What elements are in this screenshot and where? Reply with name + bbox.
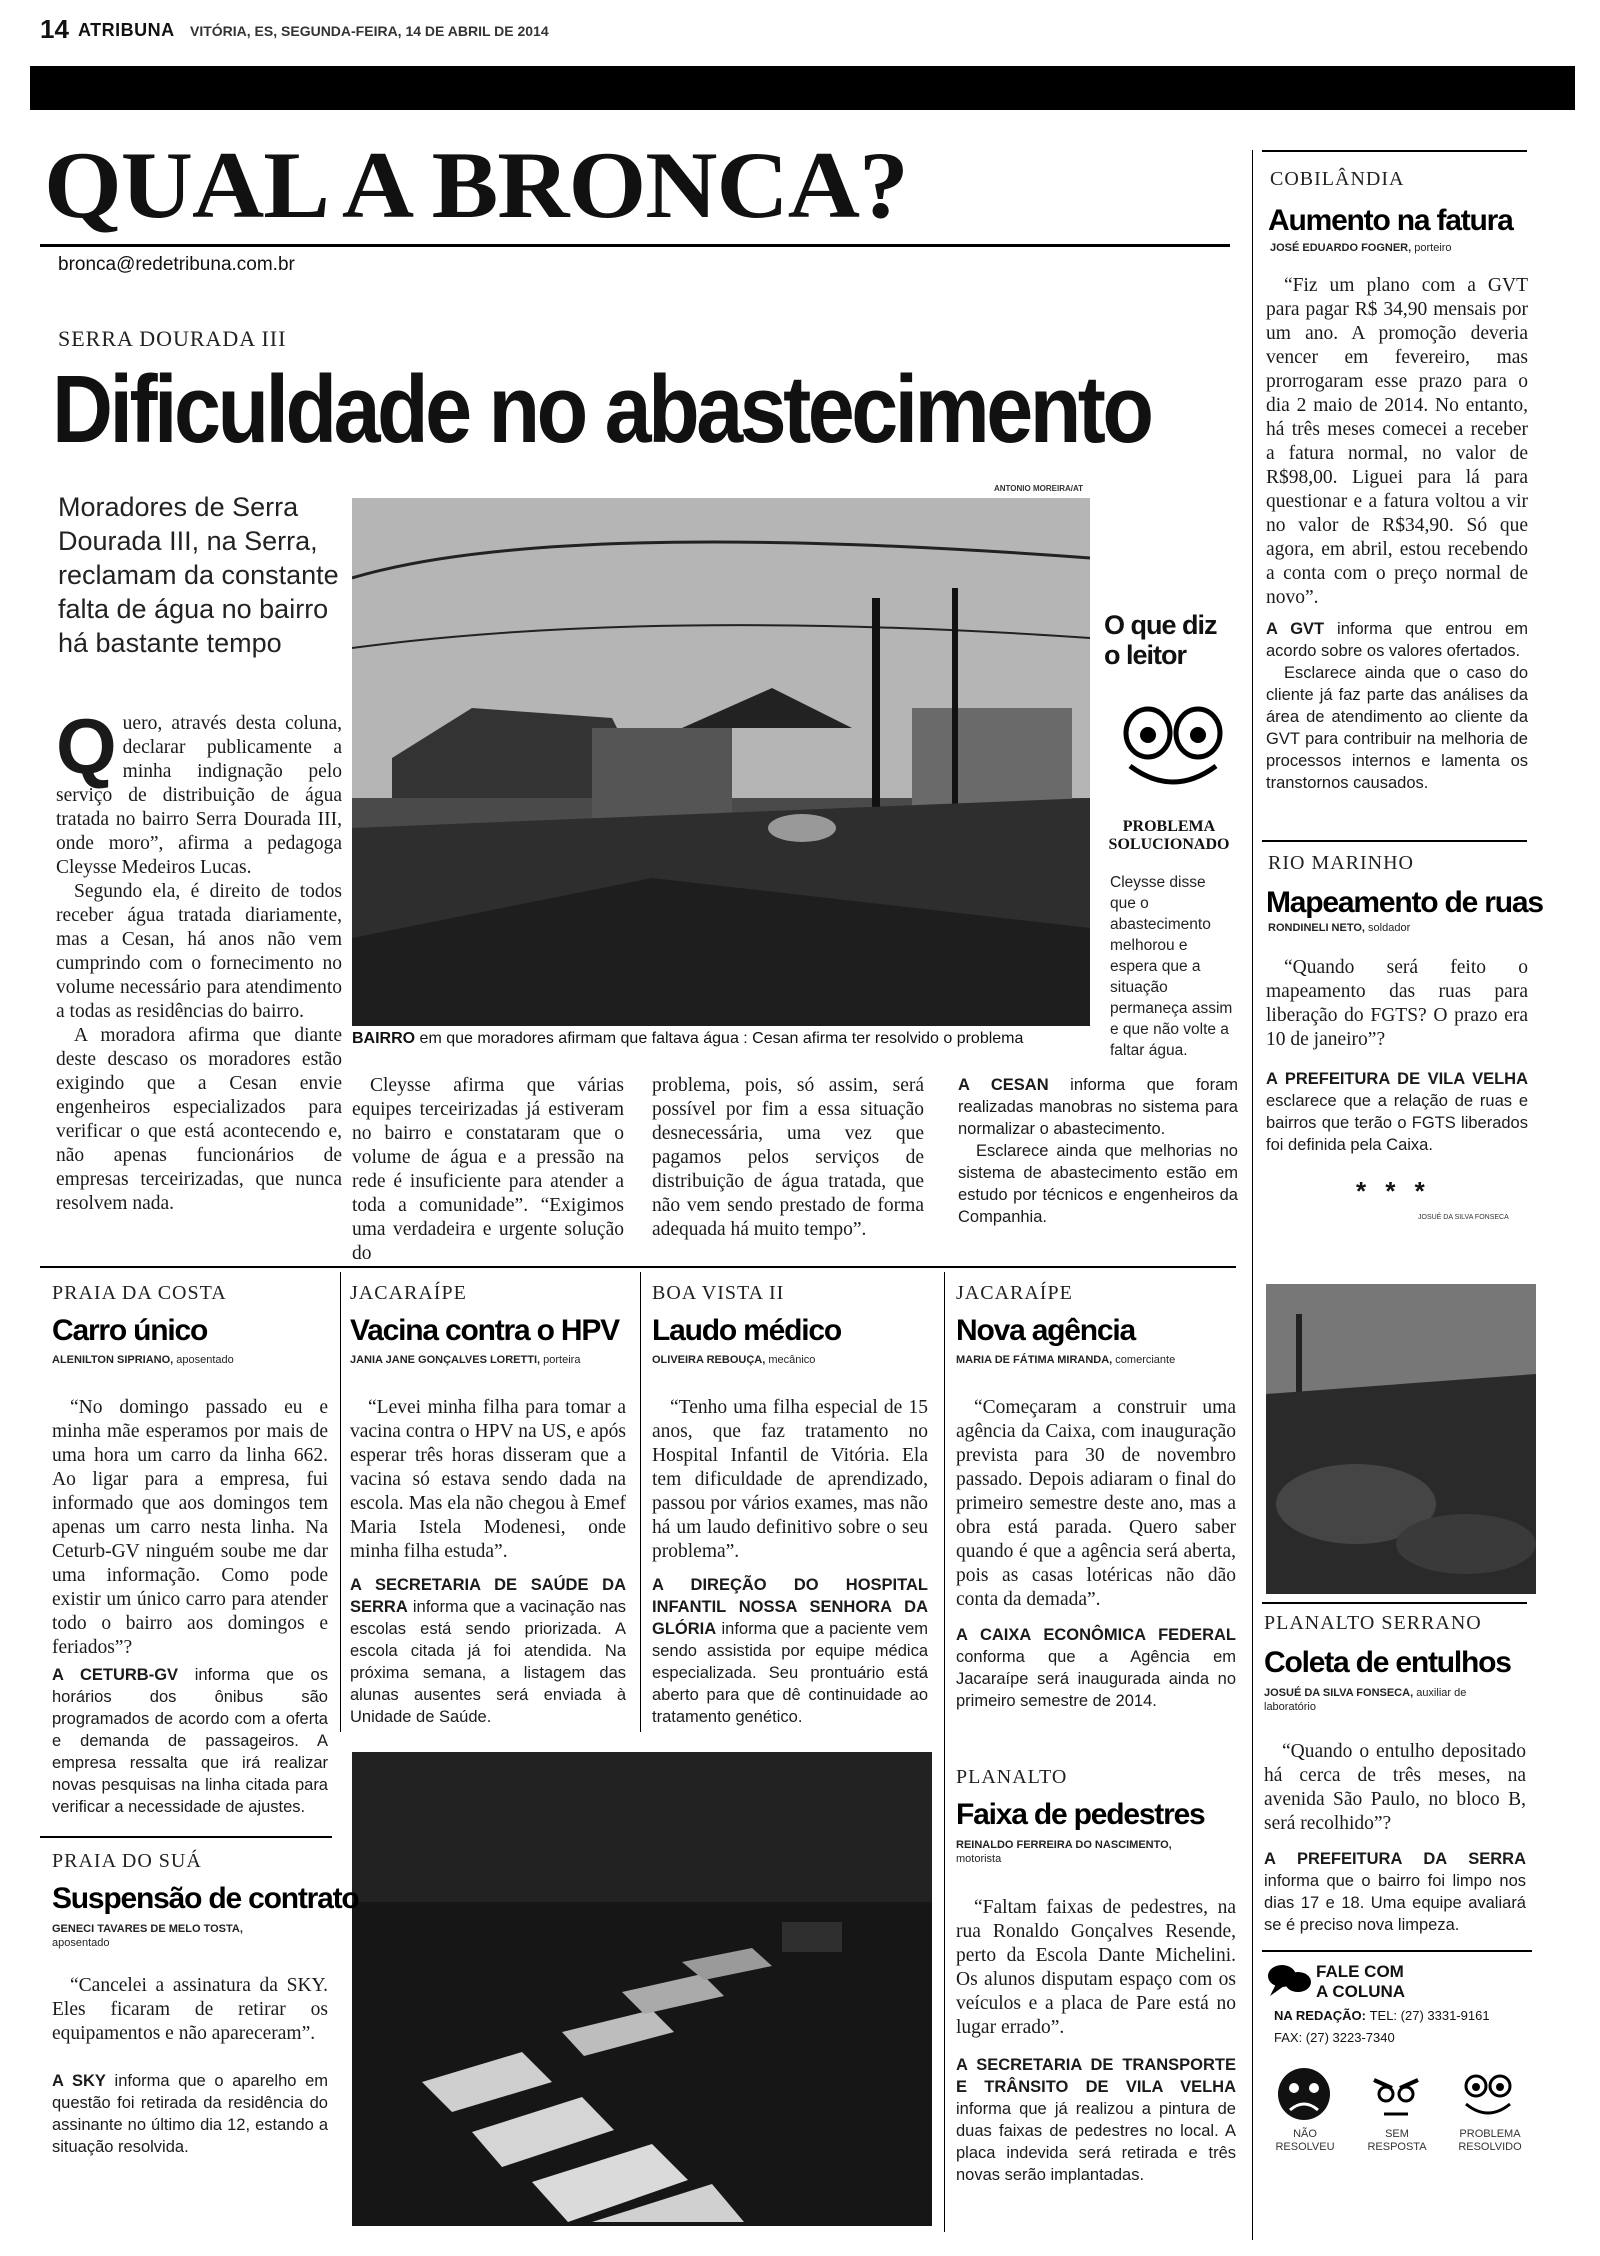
rio-marinho-response-lead: A PREFEITURA DE VILA VELHA bbox=[1266, 1070, 1528, 1088]
planalto-byline-role: motorista bbox=[956, 1853, 1002, 1865]
jacaraipe-agencia-text: “Começaram a construir uma agência da Caixa, com inauguração prevista para 30 de novembro passado. Depois adiaram o final do primeiro semestre deste ano, mas a obra está parada. Quero saber quando é que a agência será aberta, pois as casas lotéricas não dão conta da demada”. bbox=[956, 1397, 1236, 1610]
main-para-4: Cleysse afirma que várias equipes terceirizadas já estiveram no bairro e constataram que o volume de água e a pressão na rede é insuficiente para atender a toda a comunidade”. “Exigimos uma verdadeira e urgente solução do bbox=[352, 1075, 624, 1264]
praia-costa-byline-name: ALENILTON SIPRIANO, bbox=[52, 1354, 174, 1366]
planalto-serrano-text: “Quando o entulho depositado há cerca de três meses, na avenida São Paulo, no bloco B, será recolhido”? bbox=[1264, 1741, 1526, 1834]
cobilandia-response-lead: A GVT bbox=[1266, 620, 1325, 638]
main-response bbox=[958, 1074, 1238, 1228]
caption-text: em que moradores afirmam que faltava água : Cesan afirma ter resolvido o problema bbox=[415, 1030, 1024, 1047]
reader-box-title: O que diz o leitor bbox=[1104, 610, 1217, 670]
praia-sua-text: “Cancelei a assinatura da SKY. Eles ficaram de retirar os equipamentos e não apareceram”. bbox=[52, 1975, 328, 2044]
main-para-1: uero, através desta coluna, declarar publicamente a minha indignação pelo serviço de distribuição de água tratada no bairro Serra Dourada III, onde moro”, afirma a pedagoga Cleysse Medeiros Lucas. bbox=[56, 713, 342, 878]
planalto-byline bbox=[956, 1838, 1216, 1866]
rio-marinho-rule bbox=[1262, 840, 1527, 842]
page-header bbox=[40, 14, 1570, 44]
rio-marinho-text: “Quando será feito o mapeamento das ruas para liberação do FGTS? O prazo era 10 de janeiro”? bbox=[1266, 957, 1528, 1050]
praia-costa-response-text: informa que os horários dos ônibus são programados de acordo com a oferta e demanda de passageiros. A empresa ressalta que irá realizar novas pesquisas na linha citada para verificar a necessidade de ajustes. bbox=[52, 1666, 328, 1816]
angry-face-icon bbox=[1366, 2064, 1426, 2124]
jacaraipe-hpv-response bbox=[350, 1574, 626, 1728]
jacaraipe-agencia-kicker: JACARAÍPE bbox=[956, 1282, 1073, 1304]
rubble-photo bbox=[1266, 1284, 1536, 1594]
jacaraipe-hpv-byline bbox=[350, 1354, 580, 1366]
planalto-response-text: informa que já realizou a pintura de duas faixas de pedestres no local. A placa indevida será retirada e três novas serão implantadas. bbox=[956, 2100, 1236, 2184]
jacaraipe-hpv-headline: Vacina contra o HPV bbox=[350, 1314, 619, 1347]
main-para-2: Segundo ela, é direito de todos receber água tratada diariamente, mas a Cesan, há anos não vem cumprindo com o fornecimento no volume necessário para atendimento a todas as residências do bairro. bbox=[56, 881, 342, 1022]
col-rule-3 bbox=[640, 1272, 641, 1732]
jacaraipe-hpv-byline-name: JANIA JANE GONÇALVES LORETTI, bbox=[350, 1354, 541, 1366]
cobilandia-rule bbox=[1262, 150, 1527, 152]
happy-face-icon bbox=[1118, 688, 1228, 788]
planalto-text: “Faltam faixas de pedestres, na rua Ronaldo Gonçalves Resende, perto da Escola Dante Michelini. Os alunos disputam espaço com os veículos e a placa de Pare está no lugar errado”. bbox=[956, 1897, 1236, 2038]
crosswalk-scene-image bbox=[352, 1752, 932, 2226]
boa-vista-byline bbox=[652, 1354, 815, 1366]
cobilandia-response bbox=[1266, 618, 1528, 794]
praia-sua-kicker: PRAIA DO SUÁ bbox=[52, 1850, 202, 1872]
caption-lead: BAIRRO bbox=[352, 1030, 416, 1047]
praia-costa-byline-role: aposentado bbox=[173, 1354, 234, 1366]
rio-marinho-response bbox=[1266, 1068, 1528, 1156]
title-rule bbox=[40, 244, 1230, 247]
main-headline: Dificuldade no abastecimento bbox=[52, 356, 1151, 463]
planalto-serrano-response bbox=[1264, 1848, 1526, 1936]
cobilandia-text: “Fiz um plano com a GVT para pagar R$ 34,90 mensais por um ano. A promoção deveria vencer em fevereiro, mas prorrogaram esse prazo para o dia 2 maio de 2014. No entanto, há três meses comecei a receber a fatura normal, no valor de R$98,00. Liguei para lá para questionar e a fatura voltou a vir no valor de R$34,90. Só que agora, em abril, estou recebendo a conta com o preço normal de novo”. bbox=[1266, 275, 1528, 608]
planalto-serrano-kicker: PLANALTO SERRANO bbox=[1264, 1612, 1482, 1634]
jacaraipe-agencia-response-lead: A CAIXA ECONÔMICA FEDERAL bbox=[956, 1626, 1236, 1644]
praia-sua-headline: Suspensão de contrato bbox=[52, 1882, 359, 1915]
header-bar bbox=[30, 66, 1575, 110]
jacaraipe-agencia-byline-name: MARIA DE FÁTIMA MIRANDA, bbox=[956, 1354, 1113, 1366]
rubble-scene-image bbox=[1266, 1284, 1536, 1594]
planalto-headline: Faixa de pedestres bbox=[956, 1798, 1205, 1831]
rio-marinho-headline: Mapeamento de ruas bbox=[1266, 886, 1543, 919]
praia-costa-byline bbox=[52, 1354, 234, 1366]
section-stars: * * * bbox=[1356, 1176, 1431, 1206]
jacaraipe-agencia-byline bbox=[956, 1354, 1175, 1366]
rio-marinho-byline bbox=[1268, 922, 1410, 934]
smile-face-icon bbox=[1458, 2064, 1518, 2124]
jacaraipe-agencia-byline-role: comerciante bbox=[1112, 1354, 1176, 1366]
contact-phone-value[interactable]: TEL: (27) 3331-9161 bbox=[1369, 2008, 1490, 2023]
cobilandia-byline bbox=[1270, 242, 1452, 254]
praia-sua-rule bbox=[40, 1836, 332, 1838]
reader-box bbox=[1104, 610, 1234, 1059]
jacaraipe-hpv-kicker: JACARAÍPE bbox=[350, 1282, 467, 1304]
planalto-serrano-byline-name: JOSUÉ DA SILVA FONSECA, bbox=[1264, 1687, 1414, 1699]
contact-fax: FAX: (27) 3223-7340 bbox=[1274, 2030, 1395, 2045]
contact-phone bbox=[1274, 2008, 1490, 2023]
planalto-kicker: PLANALTO bbox=[956, 1766, 1068, 1788]
jacaraipe-hpv-response-lead: A SECRETARIA DE SAÚDE DA SERRA bbox=[350, 1576, 626, 1616]
legend-nao-resolveu: NÃO RESOLVEU bbox=[1275, 2128, 1335, 2153]
jacaraipe-hpv-text: “Levei minha filha para tomar a vacina contra o HPV na US, e após esperar três horas disseram que a vacina só estava sendo dada na escola. Mas ela não chegou à Emef Maria Istela Modenesi, onde minha filha estuda”. bbox=[350, 1397, 626, 1562]
contact-title-1: FALE COM bbox=[1316, 1962, 1404, 1981]
rio-marinho-response-text: esclarece que a relação de ruas e bairros que terão o FGTS liberados foi definida pela Caixa. bbox=[1266, 1092, 1528, 1154]
contact-phone-label: NA REDAÇÃO: bbox=[1274, 2008, 1366, 2023]
praia-sua-response-lead: A SKY bbox=[52, 2072, 106, 2090]
planalto-serrano-response-text: informa que o bairro foi limpo nos dias 17 e 18. Uma equipe avaliará se é preciso nova limpeza. bbox=[1264, 1872, 1526, 1934]
jacaraipe-agencia-headline: Nova agência bbox=[956, 1314, 1136, 1347]
main-response-2: Esclarece ainda que melhorias no sistema de abastecimento estão em estudo por técnicos e engenheiros da Companhia. bbox=[958, 1142, 1238, 1226]
cobilandia-headline: Aumento na fatura bbox=[1268, 204, 1513, 237]
cobilandia-response-text: informa que entrou em acordo sobre os valores ofertados. bbox=[1266, 620, 1528, 660]
boa-vista-response bbox=[652, 1574, 928, 1728]
reader-box-text: Cleysse disse que o abastecimento melhorou e espera que a situação permaneça assim e que não volte a faltar água. bbox=[1110, 874, 1233, 1059]
jacaraipe-hpv-byline-role: porteira bbox=[540, 1354, 581, 1366]
praia-costa-kicker: PRAIA DA COSTA bbox=[52, 1282, 227, 1304]
planalto-serrano-response-lead: A PREFEITURA DA SERRA bbox=[1264, 1850, 1526, 1868]
dropcap: Q bbox=[56, 702, 117, 790]
photo-caption bbox=[352, 1030, 1092, 1048]
street-scene-image bbox=[352, 498, 1090, 1026]
page-number: 14 bbox=[40, 14, 69, 44]
main-kicker: SERRA DOURADA III bbox=[58, 326, 287, 351]
column-title: QUAL A BRONCA? bbox=[44, 132, 908, 238]
cobilandia-byline-role: porteiro bbox=[1411, 242, 1452, 254]
planalto-byline-name: REINALDO FERREIRA DO NASCIMENTO, bbox=[956, 1839, 1172, 1851]
main-body-col1 bbox=[56, 702, 342, 1216]
planalto-response bbox=[956, 2054, 1236, 2186]
legend-problema-resolvido: PROBLEMA RESOLVIDO bbox=[1458, 2128, 1522, 2153]
boa-vista-response-text: informa que a paciente vem sendo assistida por equipe médica especializada. Seu prontuário está aberto para que dê continuidade ao tratamento genético. bbox=[652, 1620, 928, 1726]
main-photo bbox=[352, 498, 1090, 1026]
boa-vista-headline: Laudo médico bbox=[652, 1314, 841, 1347]
main-para-3: A moradora afirma que diante deste descaso os moradores estão exigindo que a Cesan envie engenheiros especializados para verificar o que está acontecendo e, não apenas funcionários de empresas terceirizadas, que nunca resolvem nada. bbox=[56, 1025, 342, 1214]
planalto-serrano-byline-role: auxiliar de laboratório bbox=[1264, 1687, 1467, 1713]
boa-vista-response-lead: A DIREÇÃO DO HOSPITAL INFANTIL NOSSA SENHORA DA GLÓRIA bbox=[652, 1576, 928, 1638]
jacaraipe-agencia-response-text: conforma que a Agência em Jacaraípe será inaugurada ainda no primeiro semestre de 2014. bbox=[956, 1648, 1236, 1710]
planalto-response-lead: A SECRETARIA DE TRANSPORTE E TRÂNSITO DE VILA VELHA bbox=[956, 2056, 1236, 2096]
boa-vista-byline-name: OLIVEIRA REBOUÇA, bbox=[652, 1354, 766, 1366]
rio-marinho-byline-name: RONDINELI NETO, bbox=[1268, 922, 1365, 934]
cobilandia-response-2: Esclarece ainda que o caso do cliente já faz parte das análises da área de atendimento ao cliente da GVT para contribuir na melhoria de processos internos e lamenta os transtornos causados. bbox=[1266, 664, 1528, 792]
legend-sem-resposta: SEM RESPOSTA bbox=[1367, 2128, 1427, 2153]
praia-costa-headline: Carro único bbox=[52, 1314, 208, 1347]
planalto-serrano-rule bbox=[1262, 1602, 1527, 1604]
col-rule-4 bbox=[944, 1272, 945, 2232]
praia-sua-byline-role: aposentado bbox=[52, 1937, 110, 1949]
col-rule-2 bbox=[340, 1272, 341, 1732]
jacaraipe-hpv-response-text: informa que a vacinação nas escolas está sendo priorizada. A escola citada já foi atendida. Na próxima semana, a listagem das alunas ausentes será enviada à Unidade de Saúde. bbox=[350, 1598, 626, 1726]
rio-marinho-byline-role: soldador bbox=[1364, 922, 1411, 934]
cobilandia-kicker: COBILÂNDIA bbox=[1270, 168, 1405, 190]
crosswalk-photo bbox=[352, 1752, 932, 2226]
contact-box bbox=[1262, 1950, 1532, 2240]
lower-rule bbox=[40, 1266, 1236, 1268]
praia-costa-text: “No domingo passado eu e minha mãe esperamos por mais de uma hora um carro da linha 662. Ao ligar para a empresa, fui informado que aos domingos tem apenas um carro nesta linha. Na Ceturb-GV ninguém soube me dar uma informação. Como pode existir um único carro para atender todo o bairro aos domingos e feriados”? bbox=[52, 1397, 328, 1658]
planalto-serrano-headline: Coleta de entulhos bbox=[1264, 1646, 1511, 1679]
main-response-lead: A CESAN bbox=[958, 1076, 1049, 1094]
praia-sua-response bbox=[52, 2070, 328, 2158]
column-email[interactable]: bronca@redetribuna.com.br bbox=[58, 254, 295, 275]
praia-costa-response bbox=[52, 1664, 328, 1818]
cobilandia-byline-name: JOSÉ EDUARDO FOGNER, bbox=[1270, 242, 1412, 254]
dateline: VITÓRIA, ES, SEGUNDA-FEIRA, 14 DE ABRIL DE 2014 bbox=[190, 23, 549, 39]
section-signature: JOSUÉ DA SILVA FONSECA bbox=[1418, 1214, 1509, 1221]
praia-sua-byline bbox=[52, 1922, 292, 1950]
main-para-5: problema, pois, só assim, será possível por fim a essa situação desnecessária, uma vez que pagamos pelos serviços de distribuição de água tratada, que não vem sendo prestado de forma adequada há muito tempo”. bbox=[652, 1075, 924, 1240]
boa-vista-text: “Tenho uma filha especial de 15 anos, que faz tratamento no Hospital Infantil de Vitória. Ela tem dificuldade de aprendizado, passou por vários exames, mas não há um laudo definitivo sobre o seu problema”. bbox=[652, 1397, 928, 1562]
reader-box-status: PROBLEMA SOLUCIONADO bbox=[1108, 818, 1230, 853]
praia-sua-response-text: informa que o aparelho em questão foi retirada da residência do assinante no último dia 12, estando a situação resolvida. bbox=[52, 2072, 328, 2156]
photo-credit: ANTONIO MOREIRA/AT bbox=[994, 484, 1084, 493]
main-deck: Moradores de Serra Dourada III, na Serra, reclamam da constante falta de água no bairro há bastante tempo bbox=[58, 492, 339, 658]
contact-title-2: A COLUNA bbox=[1316, 1982, 1406, 2001]
rio-marinho-kicker: RIO MARINHO bbox=[1268, 852, 1414, 874]
sad-face-icon bbox=[1274, 2064, 1334, 2124]
speech-bubbles-icon bbox=[1266, 1960, 1314, 2000]
paper-name: ATRIBUNA bbox=[78, 20, 175, 40]
main-response-text: informa que foram realizadas manobras no sistema para normalizar o abastecimento. bbox=[958, 1076, 1238, 1138]
boa-vista-byline-role: mecânico bbox=[765, 1354, 816, 1366]
jacaraipe-agencia-response bbox=[956, 1624, 1236, 1712]
boa-vista-kicker: BOA VISTA II bbox=[652, 1282, 785, 1304]
praia-costa-response-lead: A CETURB-GV bbox=[52, 1666, 179, 1684]
right-column-rule bbox=[1252, 150, 1253, 2240]
planalto-serrano-byline bbox=[1264, 1686, 1504, 1714]
praia-sua-byline-name: GENECI TAVARES DE MELO TOSTA, bbox=[52, 1923, 243, 1935]
